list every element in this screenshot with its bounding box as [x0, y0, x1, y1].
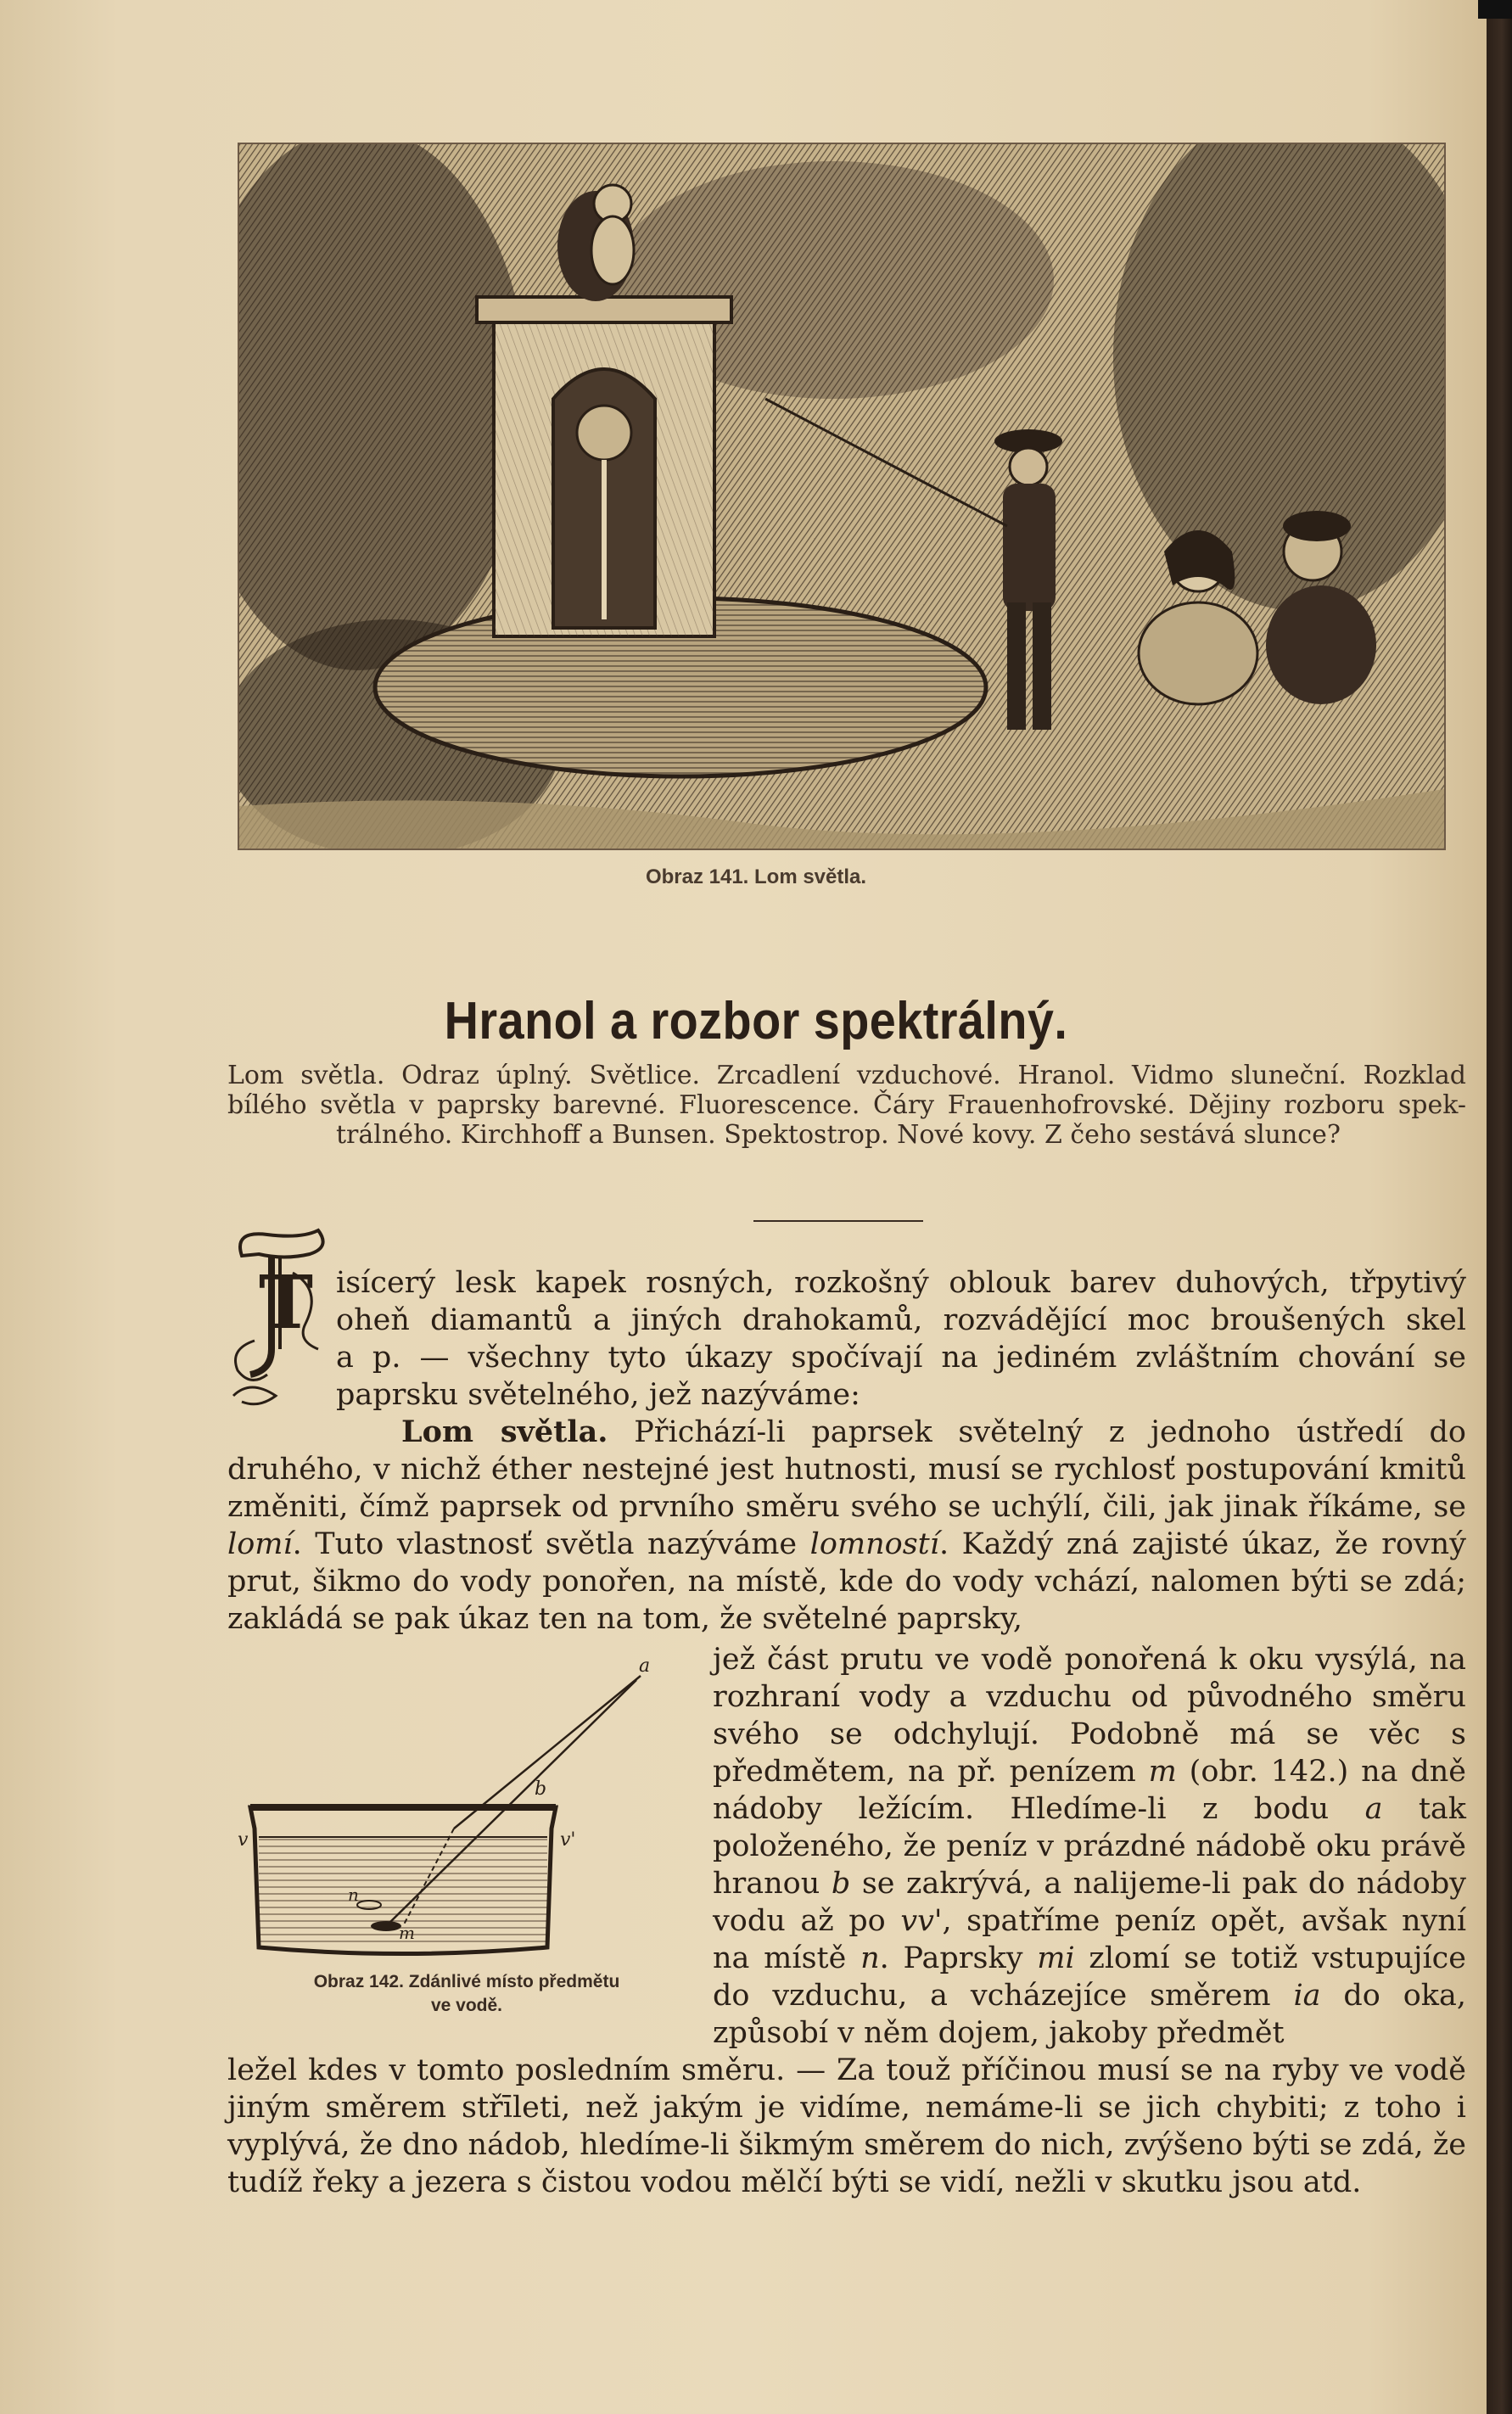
text-line: isícerý lesk kapek rosných, rozkošný oblouk barev duhových, třpytivý — [336, 1266, 1466, 1300]
caption-line: Obraz 142. Zdánlivé místo předmětu — [313, 1972, 620, 1991]
text-run: jež část prutu ve vodě ponořená k oku vysýlá, na rozhraní vody a vzduchu od původného směru svého se odchylují. Podobně má se věc s předmětem, na př. penízem — [713, 1643, 1466, 1789]
drop-cap-letter: T — [259, 1260, 313, 1346]
symbol-mi: mi — [1037, 1941, 1075, 1975]
text-run: (obr. 142.) na dně nádoby ležícím. Hledíme-li z bodu — [713, 1755, 1466, 1826]
text-run: . Paprsky — [879, 1941, 1038, 1975]
summary-line: Lom světla. Odraz úplný. Světlice. Zrcadlení vzduchové. Hranol. Vidmo sluneční. Rozklad — [227, 1061, 1466, 1090]
text-run: Přichází-li paprsek světelný z jednoho ústředí do druhého, v nichž éther nestejné jest hutnosti, musí se rychlosť postupování kmitů změniti, čímž paprsek od prvního směru svého se uchýlí, čili, jak jinak říkáme, se — [227, 1415, 1466, 1524]
summary-line: trálného. Kirchhoff a Bunsen. Spektostrop. Nové kovy. Z čeho sestává slunce? — [336, 1120, 1341, 1150]
text-line: a p. — všechny tyto úkazy spočívají na jediném zvláštním chování se — [336, 1341, 1466, 1375]
symbol-m: m — [1148, 1755, 1177, 1789]
symbol-vv: vv' — [900, 1904, 943, 1938]
figure-141-engraving — [238, 143, 1446, 850]
text-run: do oka, způsobí v něm dojem, jakoby předmět — [713, 1979, 1467, 2050]
figure-142-caption — [255, 1970, 679, 2018]
term-lomi: lomí — [227, 1527, 293, 1561]
chapter-title: Hranol a rozbor spektrálný. — [444, 992, 1068, 1050]
text-run: zlomí se totiž vstupujíce do vzduchu, a vcházejíce směrem — [713, 1941, 1466, 2013]
symbol-a: a — [1364, 1792, 1383, 1826]
caption-line: ve vodě. — [430, 1996, 503, 2015]
paragraph-2 — [713, 1641, 1466, 2052]
term-lom-svetla: Lom světla. — [401, 1414, 608, 1449]
paragraph-1 — [227, 1264, 1466, 1638]
label-m: m — [399, 1923, 415, 1943]
symbol-b: b — [831, 1867, 851, 1901]
section-divider — [753, 1220, 923, 1222]
summary-line: bílého světla v paprsky barevné. Fluorescence. Čáry Frauenhofrovské. Dějiny rozboru spek- — [227, 1090, 1466, 1120]
text-run: tak položeného, že peníz v prázdné nádobě oku právě hranou — [713, 1792, 1466, 1901]
symbol-n: n — [860, 1941, 880, 1975]
symbol-ia: ia — [1293, 1979, 1321, 2013]
text-line: oheň diamantů a jiných drahokamů, rozvádějící moc broušených skel — [336, 1303, 1466, 1337]
chapter-summary — [227, 1061, 1466, 1150]
figure-142-diagram — [233, 1646, 675, 1969]
label-v: v — [238, 1829, 249, 1851]
text-run: . Každý zná zajisté úkaz, že rovný prut, šikmo do vody ponořen, na místě, kde do vody vchází, nalomen býti se zdá; zakládá se pak úkaz ten na tom, že světelné paprsky, — [227, 1527, 1466, 1636]
book-spine-edge — [1487, 0, 1512, 2414]
text-run: . Tuto vlastnosť světla nazýváme — [292, 1527, 810, 1561]
label-b: b — [535, 1778, 547, 1800]
scan-corner-mark — [1478, 0, 1512, 19]
text-run: se zakrývá, a nalijeme-li pak do nádoby vodu až po — [713, 1867, 1466, 1938]
paragraph-3: ležel kdes v tomto posledním směru. — Za touž příčinou musí se na ryby ve vodě jiným směrem střīleti, než jakým je vidíme, nemáme-li se jich chybiti; z toho i vyplývá, že dno nádob, hledíme-li šikmým směrem do nich, zvýšeno býti se zdá, že tudíž řeky a jezera s čistou vodou mělčí býti se vidí, nežli v skutku jsou atd. — [227, 2053, 1466, 2199]
text-line: paprsku světelného, jež nazýváme: — [336, 1378, 860, 1412]
label-v-prime: v' — [560, 1829, 576, 1851]
label-a: a — [639, 1655, 651, 1677]
label-n: n — [348, 1885, 359, 1905]
term-lomnost: lomností — [809, 1527, 939, 1561]
figure-141-caption: Obraz 141. Lom světla. — [645, 865, 867, 888]
text-run: , spatříme peníz opět, avšak nyní na místě — [713, 1904, 1467, 1975]
